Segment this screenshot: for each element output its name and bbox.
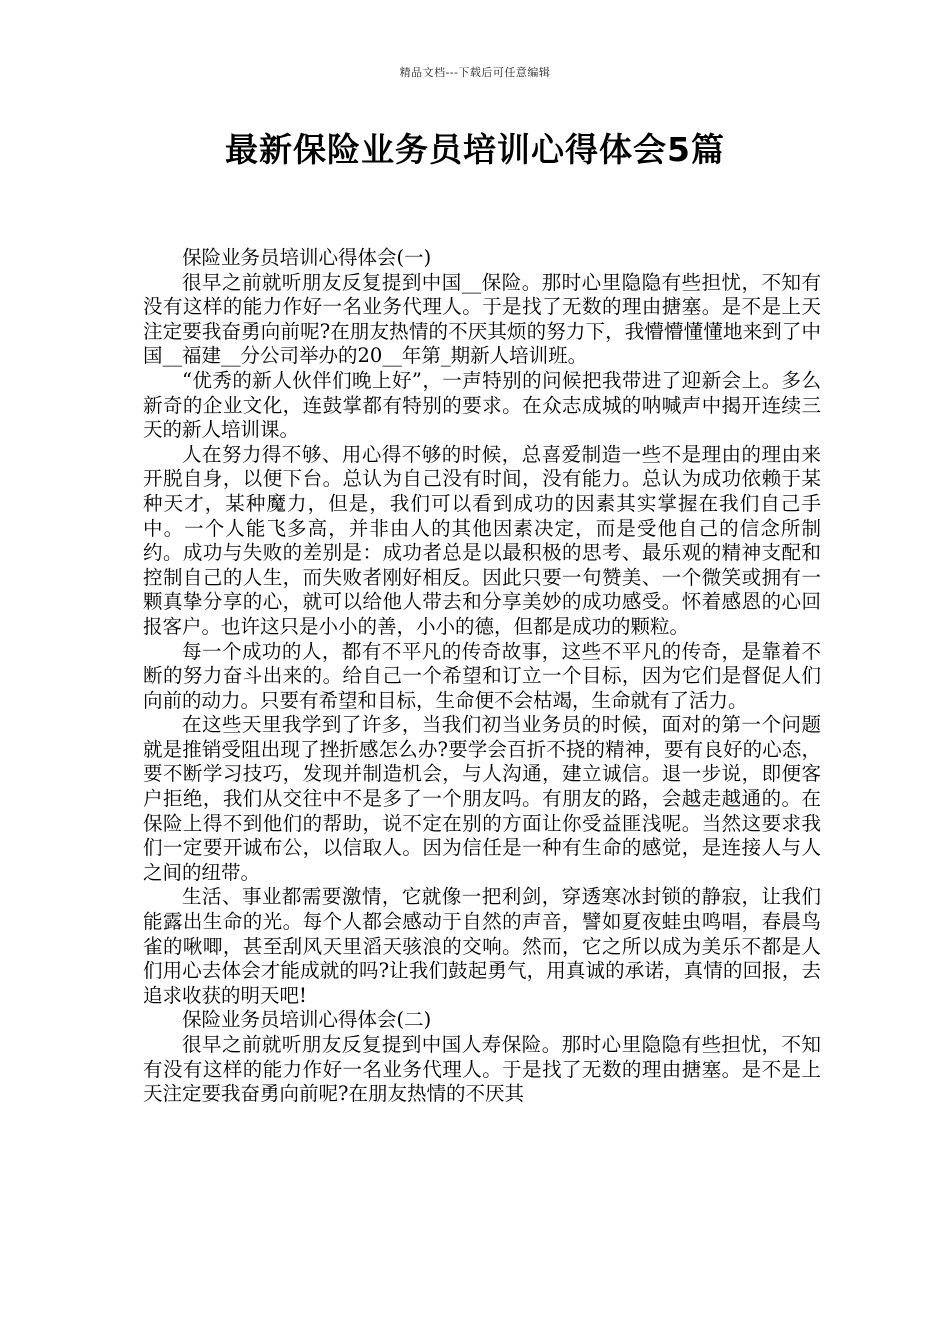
body-paragraph: 每一个成功的人，都有不平凡的传奇故事，这些不平凡的传奇，是靠着不断的努力奋斗出来的。给自己一个希望和订立一个目标，因为它们是督促人们向前的动力。只要有希望和目标，生命便不会枯竭，生命就有了活力。 — [143, 639, 821, 712]
body-paragraph: 在这些天里我学到了许多，当我们初当业务员的时候，面对的第一个问题就是推销受阻出现了挫折感怎么办?要学会百折不挠的精神，要有良好的心态，要不断学习技巧，发现并制造机会，与人沟通，建立诚信。退一步说，即便客户拒绝，我们从交往中不是多了一个朋友吗。有朋友的路，会越走越通的。在保险上得不到他们的帮助，说不定在别的方面让你受益匪浅呢。当然这要求我们一定要开诚布公，以信取人。因为信任是一种有生命的感觉，是连接人与人之间的纽带。 — [143, 713, 821, 884]
body-paragraph: 生活、事业都需要激情，它就像一把利剑，穿透寒冰封锁的静寂，让我们能露出生命的光。每个人都会感动于自然的声音，譬如夏夜蛙虫鸣唱，春晨鸟雀的啾唧，甚至刮风天里滔天骇浪的交响。然而，它之所以成为美乐不都是人们用心去体会才能成就的吗?让我们鼓起勇气，用真诚的承诺，真情的回报，去追求收获的明天吧! — [143, 885, 821, 1007]
body-paragraph: 很早之前就听朋友反复提到中国人寿保险。那时心里隐隐有些担忧，不知有没有这样的能力作好一名业务代理人。于是找了无数的理由搪塞。是不是上天注定要我奋勇向前呢?在朋友热情的不厌其 — [143, 1033, 821, 1106]
section-heading-2: 保险业务员培训心得体会(二) — [182, 1008, 432, 1032]
header-note: 精品文档---下载后可任意编辑 — [399, 66, 551, 79]
body-paragraph: “优秀的新人伙伴们晚上好”，一声特别的问候把我带进了迎新会上。多么新奇的企业文化，连鼓掌都有特别的要求。在众志成城的呐喊声中揭开连续三天的新人培训课。 — [143, 368, 821, 442]
body-paragraph: 人在努力得不够、用心得不够的时候，总喜爱制造一些不是理由的理由来开脱自身，以便下台。总认为自己没有时间，没有能力。总认为成功依赖于某种天才，某种魔力，但是，我们可以看到成功的因素其实掌握在我们自己手中。一个人能飞多高，并非由人的其他因素决定，而是受他自己的信念所制约。成功与失败的差别是：成功者总是以最积极的思考、最乐观的精神支配和控制自己的人生，而失败者刚好相反。因此只要一句赞美、一个微笑或拥有一颗真挚分享的心，就可以给他人带去和分享美妙的成功感受。怀着感恩的心回报客户。也许这只是小小的善，小小的德，但都是成功的颗粒。 — [143, 442, 821, 638]
section-heading-1: 保险业务员培训心得体会(一) — [182, 246, 432, 269]
body-paragraph: 很早之前就听朋友反复提到中国__保险。那时心里隐隐有些担忧，不知有没有这样的能力作好一名业务代理人。于是找了无数的理由搪塞。是不是上天注定要我奋勇向前呢?在朋友热情的不厌其烦的努力下，我懵懵懂懂地来到了中国__福建__分公司举办的20__年第_期新人培训班。 — [143, 270, 821, 368]
document-body — [143, 246, 821, 1107]
document-title: 最新保险业务员培训心得体会5篇 — [225, 130, 725, 169]
